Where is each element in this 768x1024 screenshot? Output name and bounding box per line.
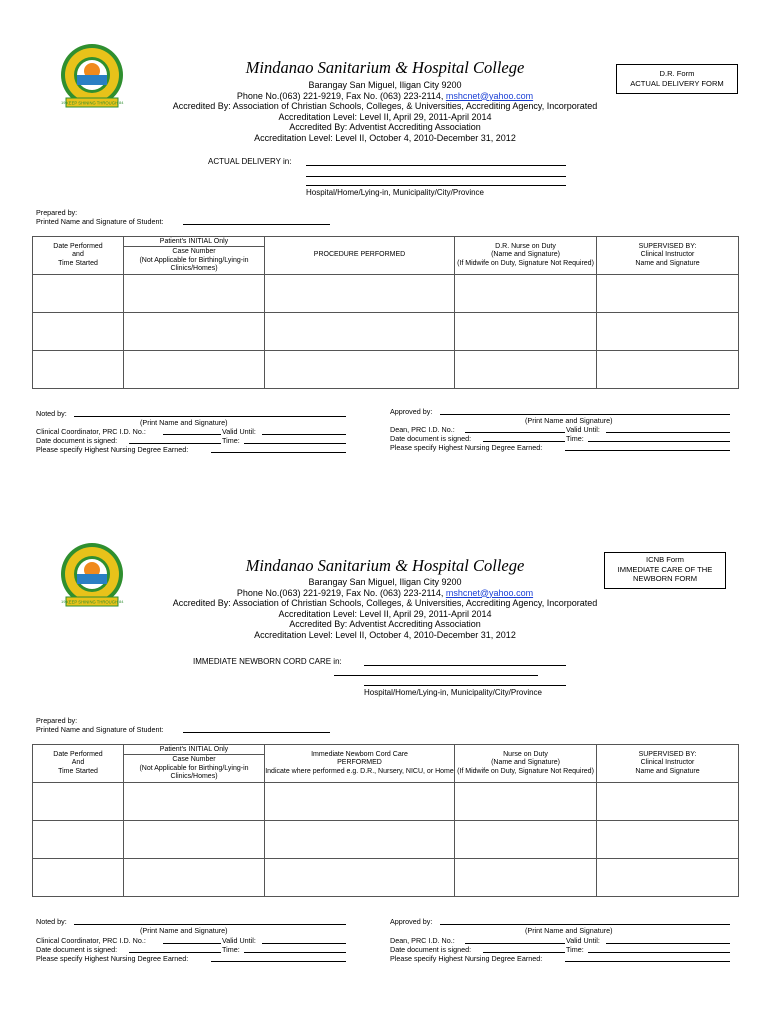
approved-date-signed-label: Date document is signed: bbox=[390, 945, 472, 954]
table-cell[interactable] bbox=[597, 783, 739, 821]
accredited-by-2: Accredited By: Adventist Accrediting Association bbox=[289, 122, 481, 133]
table-cell[interactable] bbox=[455, 783, 597, 821]
noted-degree-field[interactable] bbox=[211, 961, 346, 962]
noted-valid-until-label: Valid Until: bbox=[222, 427, 256, 436]
coordinator-prc-field[interactable] bbox=[163, 434, 221, 435]
cord-care-table bbox=[32, 744, 739, 897]
approved-by-field[interactable] bbox=[440, 414, 730, 415]
accredited-by-1: Accredited By: Association of Christian Schools, Colleges, & Universities, Accrediting Agency, Incorporated bbox=[172, 598, 598, 609]
noted-print-caption: (Print Name and Signature) bbox=[140, 418, 228, 427]
contact-line: Phone No.(063) 221-9219, Fax No. (063) 223-2114, mshcnet@yahoo.com bbox=[236, 90, 534, 101]
table-cell[interactable] bbox=[124, 821, 265, 859]
prepared-by-label: Prepared by: bbox=[36, 208, 78, 217]
accreditation-level-1: Accreditation Level: Level II, April 29, 2011-April 2014 bbox=[278, 608, 492, 619]
table-row bbox=[33, 275, 739, 313]
col-nurse-on-duty: D.R. Nurse on Duty (Name and Signature) (If Midwife on Duty, Signature Not Required) bbox=[455, 237, 597, 275]
noted-by-label: Noted by: bbox=[36, 409, 67, 418]
table-cell[interactable] bbox=[124, 275, 265, 313]
college-name: Mindanao Sanitarium & Hospital College bbox=[245, 556, 525, 575]
accredited-by-2: Accredited By: Adventist Accrediting Association bbox=[289, 619, 481, 630]
form-immediate-newborn-care bbox=[0, 500, 768, 1000]
form-name: ACTUAL DELIVERY FORM bbox=[630, 78, 724, 88]
col-patient-initial bbox=[124, 745, 265, 783]
approved-time-label: Time: bbox=[566, 945, 584, 954]
col-case-number: Case Number (Not Applicable for Birthing/Lying-in Clinics/Homes) bbox=[139, 756, 249, 780]
col-date-performed: Date Performed and Time Started bbox=[33, 237, 124, 275]
table-cell[interactable] bbox=[265, 313, 455, 351]
table-cell[interactable] bbox=[455, 351, 597, 389]
table-cell[interactable] bbox=[33, 783, 124, 821]
college-name: Mindanao Sanitarium & Hospital College bbox=[245, 58, 525, 77]
approved-degree-label: Please specify Highest Nursing Degree Earned: bbox=[390, 443, 543, 452]
noted-by-label: Noted by: bbox=[36, 917, 67, 926]
col-supervised-by: SUPERVISED BY: Clinical Instructor Name and Signature bbox=[597, 745, 739, 783]
svg-text:84: 84 bbox=[119, 100, 124, 105]
approved-degree-field[interactable] bbox=[565, 450, 730, 451]
table-cell[interactable] bbox=[124, 351, 265, 389]
table-row bbox=[33, 783, 739, 821]
accreditation-level-1: Accreditation Level: Level II, April 29, 2011-April 2014 bbox=[278, 111, 492, 122]
clinical-coordinator-label: Clinical Coordinator, PRC I.D. No.: bbox=[36, 427, 146, 436]
col-patient-initial bbox=[124, 237, 265, 275]
table-cell[interactable] bbox=[265, 275, 455, 313]
col-date-performed: Date Performed And Time Started bbox=[33, 745, 124, 783]
table-cell[interactable] bbox=[265, 859, 455, 897]
accreditation-level-2: Accreditation Level: Level II, October 4, 2010-December 31, 2012 bbox=[254, 629, 516, 640]
approved-time-field[interactable] bbox=[588, 952, 730, 953]
approved-time-label: Time: bbox=[566, 434, 584, 443]
prepared-by-label: Prepared by: bbox=[36, 716, 78, 725]
svg-text:KEEP SHINING THROUGH: KEEP SHINING THROUGH bbox=[66, 599, 118, 605]
approved-print-caption: (Print Name and Signature) bbox=[525, 416, 613, 425]
noted-valid-until-field[interactable] bbox=[262, 943, 346, 944]
form-actual-delivery bbox=[0, 0, 768, 500]
table-cell[interactable] bbox=[265, 351, 455, 389]
table-cell[interactable] bbox=[33, 351, 124, 389]
header-block bbox=[150, 80, 620, 144]
approved-date-field[interactable] bbox=[483, 441, 565, 442]
email-link[interactable]: mshcnet@yahoo.com bbox=[445, 90, 534, 101]
noted-valid-until-field[interactable] bbox=[262, 434, 346, 435]
noted-time-label: Time: bbox=[222, 945, 240, 954]
approved-by-label: Approved by: bbox=[390, 917, 433, 926]
svg-text:19: 19 bbox=[61, 599, 66, 604]
delivery-location-field[interactable] bbox=[306, 165, 566, 166]
form-code-box bbox=[604, 552, 726, 589]
printed-name-label: Printed Name and Signature of Student: bbox=[36, 725, 164, 734]
table-cell[interactable] bbox=[33, 275, 124, 313]
contact-line: Phone No.(063) 221-9219, Fax No. (063) 223-2114, mshcnet@yahoo.com bbox=[236, 587, 534, 598]
clinical-coordinator-label: Clinical Coordinator, PRC I.D. No.: bbox=[36, 936, 146, 945]
noted-time-field[interactable] bbox=[244, 952, 346, 953]
col-patient-initial-title: Patient's INITIAL Only bbox=[124, 746, 264, 755]
svg-text:84: 84 bbox=[119, 599, 124, 604]
noted-time-field[interactable] bbox=[244, 443, 346, 444]
table-row bbox=[33, 313, 739, 351]
noted-date-field[interactable] bbox=[129, 443, 221, 444]
table-cell[interactable] bbox=[597, 313, 739, 351]
dean-label: Dean, PRC I.D. No.: bbox=[390, 425, 455, 434]
student-signature-field[interactable] bbox=[183, 732, 330, 733]
noted-date-signed-label: Date document is signed: bbox=[36, 945, 118, 954]
accredited-by-1: Accredited By: Association of Christian Schools, Colleges, & Universities, Accrediting Agency, Incorporated bbox=[172, 101, 598, 112]
dean-prc-field[interactable] bbox=[465, 943, 565, 944]
cord-care-label: IMMEDIATE NEWBORN CORD CARE in: bbox=[193, 657, 342, 666]
form-code: ICNB Form bbox=[646, 555, 684, 564]
noted-date-field[interactable] bbox=[129, 952, 221, 953]
approved-by-label: Approved by: bbox=[390, 407, 433, 416]
approved-degree-label: Please specify Highest Nursing Degree Earned: bbox=[390, 954, 543, 963]
svg-text:KEEP SHINING THROUGH: KEEP SHINING THROUGH bbox=[66, 100, 118, 106]
col-supervised-by: SUPERVISED BY: Clinical Instructor Name and Signature bbox=[597, 237, 739, 275]
table-cell[interactable] bbox=[455, 821, 597, 859]
noted-by-field[interactable] bbox=[74, 416, 346, 417]
delivery-location-field-2[interactable] bbox=[306, 176, 566, 177]
cord-care-location-field-2[interactable] bbox=[334, 675, 538, 676]
delivery-location-field-3[interactable] bbox=[306, 185, 566, 186]
approved-valid-until-label: Valid Until: bbox=[566, 425, 600, 434]
svg-text:19: 19 bbox=[61, 100, 66, 105]
table-cell[interactable] bbox=[33, 313, 124, 351]
cord-care-location-field-3[interactable] bbox=[364, 685, 566, 686]
approved-degree-field[interactable] bbox=[565, 961, 730, 962]
noted-print-caption: (Print Name and Signature) bbox=[140, 926, 228, 935]
approved-by-field[interactable] bbox=[440, 924, 730, 925]
col-nurse-on-duty: Nurse on Duty (Name and Signature) (If Midwife on Duty, Signature Not Required) bbox=[455, 745, 597, 783]
accreditation-level-2: Accreditation Level: Level II, October 4, 2010-December 31, 2012 bbox=[254, 132, 516, 143]
noted-valid-until-label: Valid Until: bbox=[222, 936, 256, 945]
address: Barangay San Miguel, Iligan City 9200 bbox=[308, 80, 462, 90]
table-cell[interactable] bbox=[124, 313, 265, 351]
cord-care-location-field[interactable] bbox=[364, 665, 566, 666]
table-cell[interactable] bbox=[265, 783, 455, 821]
approved-valid-until-label: Valid Until: bbox=[566, 936, 600, 945]
col-case-number: Case Number (Not Applicable for Birthing/Lying-in Clinics/Homes) bbox=[139, 248, 249, 272]
noted-degree-label: Please specify Highest Nursing Degree Earned: bbox=[36, 445, 189, 454]
table-cell[interactable] bbox=[597, 351, 739, 389]
noted-degree-field[interactable] bbox=[211, 452, 346, 453]
col-procedure: PROCEDURE PERFORMED bbox=[265, 237, 455, 275]
college-seal-icon bbox=[52, 42, 132, 112]
approved-valid-until-field[interactable] bbox=[606, 432, 730, 433]
email-link[interactable]: mshcnet@yahoo.com bbox=[445, 587, 534, 598]
approved-date-field[interactable] bbox=[483, 952, 565, 953]
table-cell[interactable] bbox=[455, 275, 597, 313]
form-code: D.R. Form bbox=[659, 69, 695, 78]
approved-date-signed-label: Date document is signed: bbox=[390, 434, 472, 443]
noted-time-label: Time: bbox=[222, 436, 240, 445]
procedure-table bbox=[32, 236, 739, 389]
dean-prc-field[interactable] bbox=[465, 432, 565, 433]
hospital-caption: Hospital/Home/Lying-in, Municipality/City/Province bbox=[306, 188, 484, 197]
form-code-box bbox=[616, 64, 738, 94]
header-block bbox=[150, 577, 620, 641]
delivery-label: ACTUAL DELIVERY in: bbox=[208, 157, 292, 166]
form-name: IMMEDIATE CARE OF THE NEWBORN FORM bbox=[617, 564, 713, 583]
student-signature-field[interactable] bbox=[183, 224, 330, 225]
table-cell[interactable] bbox=[124, 859, 265, 897]
college-seal-icon bbox=[52, 541, 132, 611]
col-cord-care: Immediate Newborn Cord Care PERFORMED Indicate where performed e.g. D.R., Nursery, NICU, or Home bbox=[265, 745, 455, 783]
table-cell[interactable] bbox=[455, 313, 597, 351]
approved-print-caption: (Print Name and Signature) bbox=[525, 926, 613, 935]
coordinator-prc-field[interactable] bbox=[163, 943, 221, 944]
table-cell[interactable] bbox=[597, 821, 739, 859]
printed-name-label: Printed Name and Signature of Student: bbox=[36, 217, 164, 226]
table-row bbox=[33, 351, 739, 389]
approved-valid-until-field[interactable] bbox=[606, 943, 730, 944]
hospital-caption: Hospital/Home/Lying-in, Municipality/City/Province bbox=[364, 688, 542, 697]
noted-by-field[interactable] bbox=[74, 924, 346, 925]
table-cell[interactable] bbox=[33, 859, 124, 897]
approved-time-field[interactable] bbox=[588, 441, 730, 442]
col-patient-initial-title: Patient's INITIAL Only bbox=[124, 238, 264, 247]
dean-label: Dean, PRC I.D. No.: bbox=[390, 936, 455, 945]
table-row bbox=[33, 859, 739, 897]
table-cell[interactable] bbox=[597, 275, 739, 313]
address: Barangay San Miguel, Iligan City 9200 bbox=[308, 577, 462, 587]
noted-degree-label: Please specify Highest Nursing Degree Earned: bbox=[36, 954, 189, 963]
table-row bbox=[33, 821, 739, 859]
table-cell[interactable] bbox=[597, 859, 739, 897]
noted-date-signed-label: Date document is signed: bbox=[36, 436, 118, 445]
table-cell[interactable] bbox=[33, 821, 124, 859]
table-cell[interactable] bbox=[455, 859, 597, 897]
table-cell[interactable] bbox=[124, 783, 265, 821]
table-cell[interactable] bbox=[265, 821, 455, 859]
